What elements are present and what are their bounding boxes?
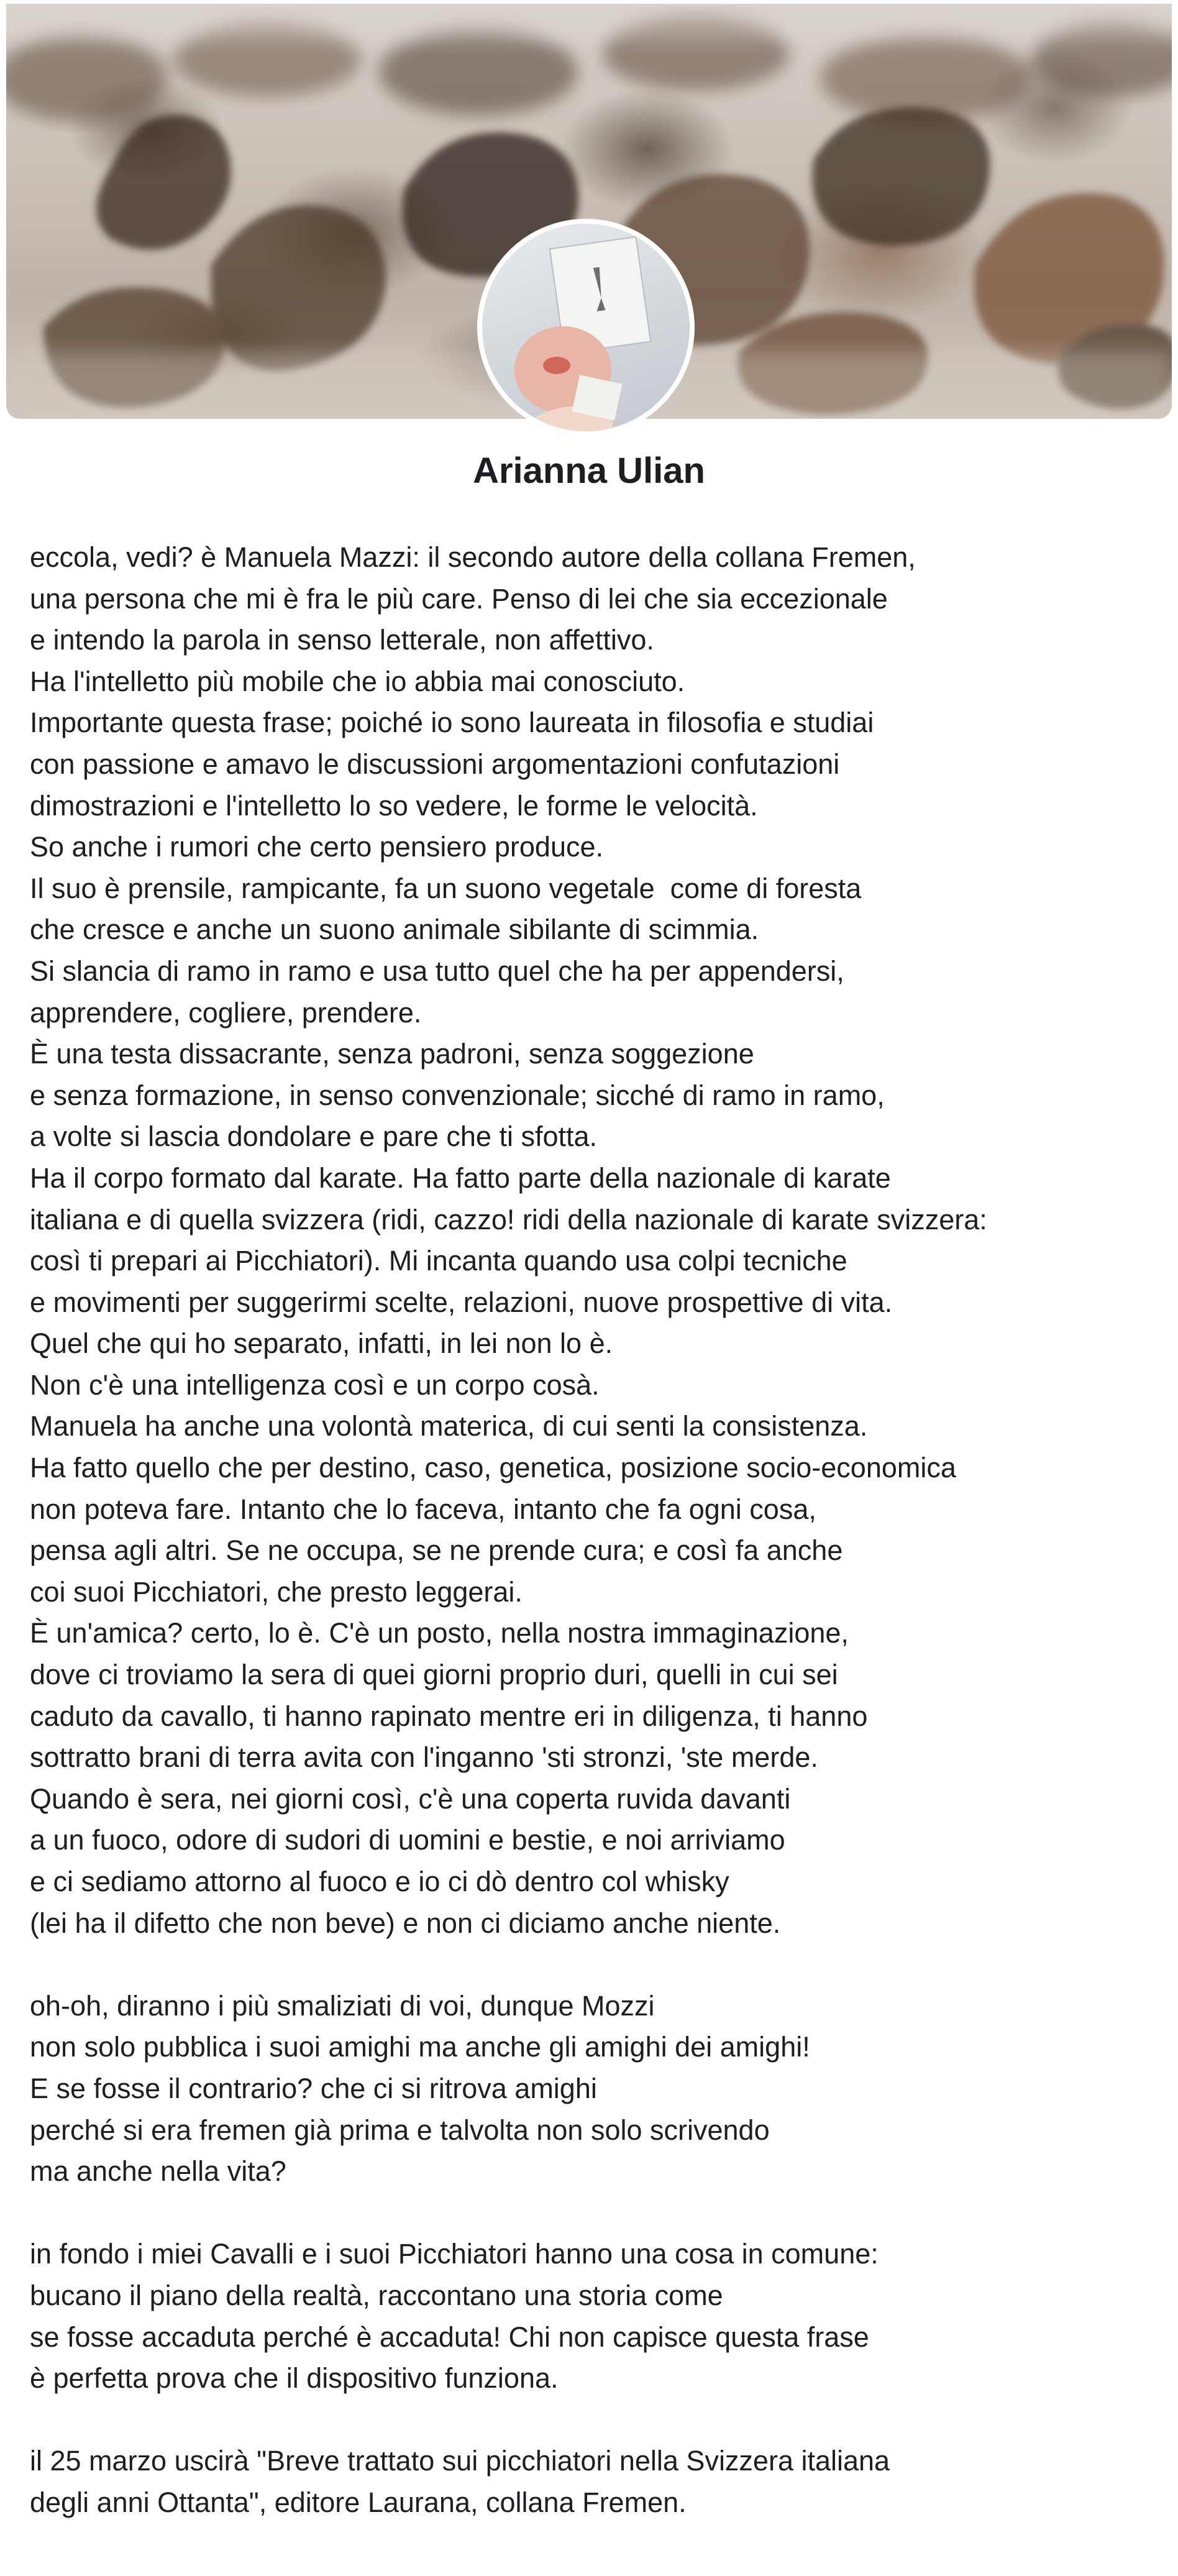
post-body [30,537,1161,2524]
post-line: Ha il corpo formato dal karate. Ha fatto parte della nazionale di karate [30,1162,891,1194]
post-line: degli anni Ottanta", editore Laurana, collana Fremen. [30,2486,687,2518]
profile-photo-avatar-icon [482,224,690,431]
post-line: So anche i rumori che certo pensiero produce. [30,831,604,863]
post-paragraph [30,1986,1161,2193]
post-line: oh-oh, diranno i più smaliziati di voi, dunque Mozzi [30,1989,655,2022]
post-line: E se fosse il contrario? che ci si ritrova amighi [30,2072,597,2104]
post-line: e movimenti per suggerirmi scelte, relazioni, nuove prospettive di vita. [30,1286,893,1318]
post-line: eccola, vedi? è Manuela Mazzi: il secondo autore della collana Fremen, [30,541,916,573]
post-line: È un'amica? certo, lo è. C'è un posto, nella nostra immaginazione, [30,1617,849,1649]
post-line: il 25 marzo uscirà "Breve trattato sui picchiatori nella Svizzera italiana [30,2445,890,2477]
post-paragraph [30,2441,1161,2523]
post-line: Importante questa frase; poiché io sono laureata in filosofia e studiai [30,707,874,739]
profile-photo [482,224,690,431]
post-paragraph [30,537,1161,1944]
post-line: Ha l'intelletto più mobile che io abbia mai conosciuto. [30,665,685,697]
post-line: coi suoi Picchiatori, che presto leggerai. [30,1575,523,1608]
post-line: (lei ha il difetto che non beve) e non ci diciamo anche niente. [30,1907,781,1939]
post-line: a un fuoco, odore di sudori di uomini e bestie, e noi arriviamo [30,1824,785,1856]
post-line: caduto da cavallo, ti hanno rapinato mentre eri in diligenza, ti hanno [30,1700,868,1732]
post-line: con passione e amavo le discussioni argomentazioni confutazioni [30,748,840,780]
post-line: sottratto brani di terra avita con l'inganno 'sti stronzi, 'ste merde. [30,1741,818,1774]
post-line: perché si era fremen già prima e talvolta non solo scrivendo [30,2114,770,2146]
post-line: non poteva fare. Intanto che lo faceva, intanto che fa ogni cosa, [30,1493,816,1525]
post-line: così ti prepari ai Picchiatori). Mi incanta quando usa colpi tecniche [30,1245,847,1277]
post-line: è perfetta prova che il dispositivo funziona. [30,2362,559,2395]
post-line: Il suo è prensile, rampicante, fa un suono vegetale come di foresta [30,872,862,904]
paragraph-gap [30,1944,1161,1986]
post-line: Manuela ha anche una volontà materica, di cui senti la consistenza. [30,1410,868,1442]
post-line: dimostrazioni e l'intelletto lo so vedere, le forme le velocità. [30,789,758,822]
avatar[interactable] [477,219,695,436]
post-line: Quando è sera, nei giorni così, c'è una coperta ruvida davanti [30,1782,791,1815]
paragraph-gap [30,2400,1161,2441]
post-line: Non c'è una intelligenza così e un corpo cosà. [30,1368,600,1401]
post-line: Ha fatto quello che per destino, caso, genetica, posizione socio-economica [30,1452,956,1484]
post-line: Si slancia di ramo in ramo e usa tutto quel che ha per appendersi, [30,955,844,987]
post-line: non solo pubblica i suoi amighi ma anche gli amighi dei amighi! [30,2031,810,2063]
post-line: apprendere, cogliere, prendere. [30,996,422,1029]
post-line: una persona che mi è fra le più care. Penso di lei che sia eccezionale [30,582,888,615]
post-line: ma anche nella vita? [30,2155,286,2188]
post-line: bucano il piano della realtà, raccontano una storia come [30,2279,723,2311]
post-line: dove ci troviamo la sera di quei giorni proprio duri, quelli in cui sei [30,1659,838,1691]
post-line: e intendo la parola in senso letterale, non affettivo. [30,624,654,656]
post-line: in fondo i miei Cavalli e i suoi Picchiatori hanno una cosa in comune: [30,2238,879,2270]
post-line: italiana e di quella svizzera (ridi, cazzo! ridi della nazionale di karate svizzera: [30,1203,987,1235]
post-line: che cresce e anche un suono animale sibilante di scimmia. [30,914,759,946]
post-line: Quel che qui ho separato, infatti, in lei non lo è. [30,1327,613,1360]
post-line: se fosse accaduta perché è accaduta! Chi non capisce questa frase [30,2321,869,2353]
post-line: pensa agli altri. Se ne occupa, se ne prende cura; e così fa anche [30,1534,843,1567]
post-line: a volte si lascia dondolare e pare che ti sfotta. [30,1121,598,1153]
post-line: È una testa dissacrante, senza padroni, senza soggezione [30,1038,754,1070]
profile-name[interactable]: Arianna Ulian [473,451,705,491]
paragraph-gap [30,2193,1161,2234]
post-paragraph [30,2234,1161,2399]
post-line: e senza formazione, in senso convenzionale; sicché di ramo in ramo, [30,1079,885,1111]
post-line: e ci sediamo attorno al fuoco e io ci dò dentro col whisky [30,1866,729,1897]
